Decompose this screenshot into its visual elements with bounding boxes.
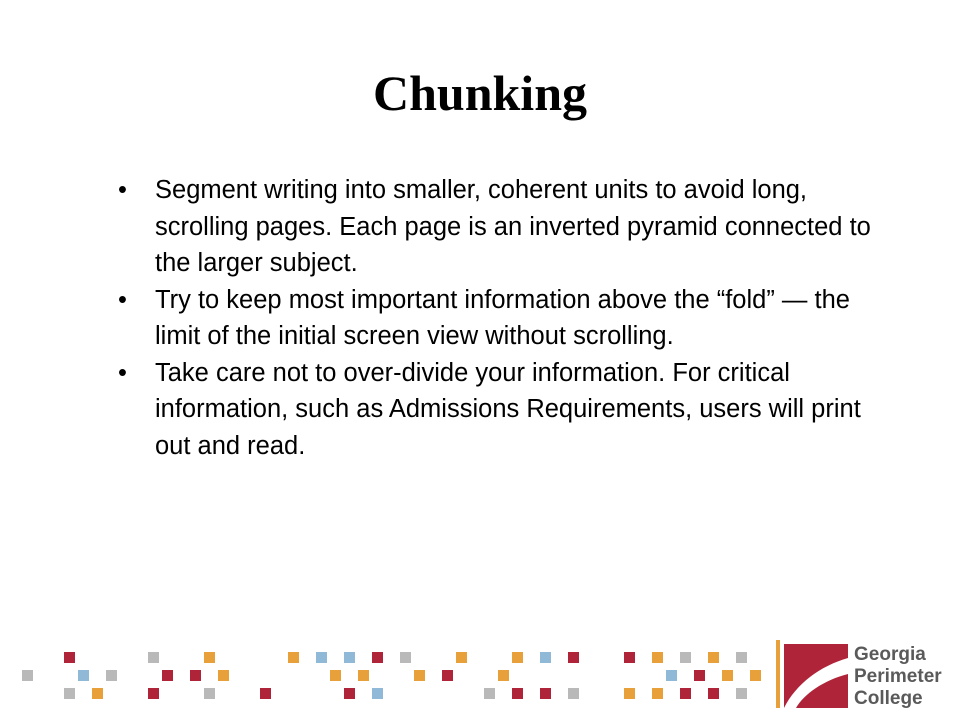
decorative-square — [64, 688, 75, 699]
bullet-item — [118, 172, 878, 282]
logo-divider-bar — [776, 640, 780, 708]
decorative-square — [344, 688, 355, 699]
college-logo — [776, 636, 952, 714]
decorative-square — [260, 688, 271, 699]
decorative-square — [148, 688, 159, 699]
bullet-list — [118, 172, 878, 464]
decorative-square — [652, 688, 663, 699]
decorative-square — [92, 688, 103, 699]
decorative-square — [568, 652, 579, 663]
bullet-text: Try to keep most important information above the “fold” — the limit of the initial screen view without scrolling. — [155, 285, 850, 350]
bullet-text: Take care not to over-divide your information. For critical information, such as Admissions Requirements, users will print out and read. — [155, 358, 861, 460]
decorative-square — [498, 670, 509, 681]
decorative-square — [204, 688, 215, 699]
decorative-square — [540, 652, 551, 663]
bullet-text: Segment writing into smaller, coherent units to avoid long, scrolling pages. Each page is an inverted pyramid connected to the larger subject. — [155, 176, 871, 277]
decorative-square — [344, 652, 355, 663]
decorative-square — [372, 688, 383, 699]
decorative-square — [708, 652, 719, 663]
decorative-square — [106, 670, 117, 681]
decorative-square — [512, 688, 523, 699]
decorative-square — [512, 652, 523, 663]
decorative-square — [750, 670, 761, 681]
decorative-square — [456, 652, 467, 663]
decorative-square — [218, 670, 229, 681]
decorative-square — [372, 652, 383, 663]
decorative-square — [64, 652, 75, 663]
logo-emblem — [784, 644, 848, 708]
decorative-square — [624, 688, 635, 699]
decorative-square — [484, 688, 495, 699]
logo-text-line: Perimeter — [854, 666, 942, 687]
bullet-marker: • — [118, 176, 127, 204]
logo-text-line: College — [854, 688, 923, 709]
decorative-square — [736, 652, 747, 663]
decorative-square — [680, 688, 691, 699]
decorative-square — [442, 670, 453, 681]
decorative-square — [624, 652, 635, 663]
decorative-square — [162, 670, 173, 681]
bullet-item — [118, 282, 878, 355]
decorative-square — [722, 670, 733, 681]
decorative-square — [78, 670, 89, 681]
decorative-square — [680, 652, 691, 663]
bullet-marker: • — [118, 285, 127, 314]
decorative-square — [694, 670, 705, 681]
decorative-square — [414, 670, 425, 681]
decorative-square — [288, 652, 299, 663]
decorative-square — [190, 670, 201, 681]
decorative-square — [148, 652, 159, 663]
decorative-square — [540, 688, 551, 699]
decorative-square — [666, 670, 677, 681]
decorative-square — [652, 652, 663, 663]
decorative-square — [736, 688, 747, 699]
decorative-square-strip — [0, 650, 770, 710]
decorative-squares-graphic — [0, 650, 770, 710]
decorative-square — [316, 652, 327, 663]
bullet-item — [118, 355, 878, 465]
decorative-square — [358, 670, 369, 681]
decorative-square — [708, 688, 719, 699]
decorative-square — [330, 670, 341, 681]
decorative-square — [204, 652, 215, 663]
decorative-square — [400, 652, 411, 663]
decorative-square — [568, 688, 579, 699]
slide-title: Chunking — [372, 65, 588, 121]
logo-text-line: Georgia — [854, 644, 926, 665]
bullet-marker: • — [118, 358, 127, 387]
decorative-square — [22, 670, 33, 681]
